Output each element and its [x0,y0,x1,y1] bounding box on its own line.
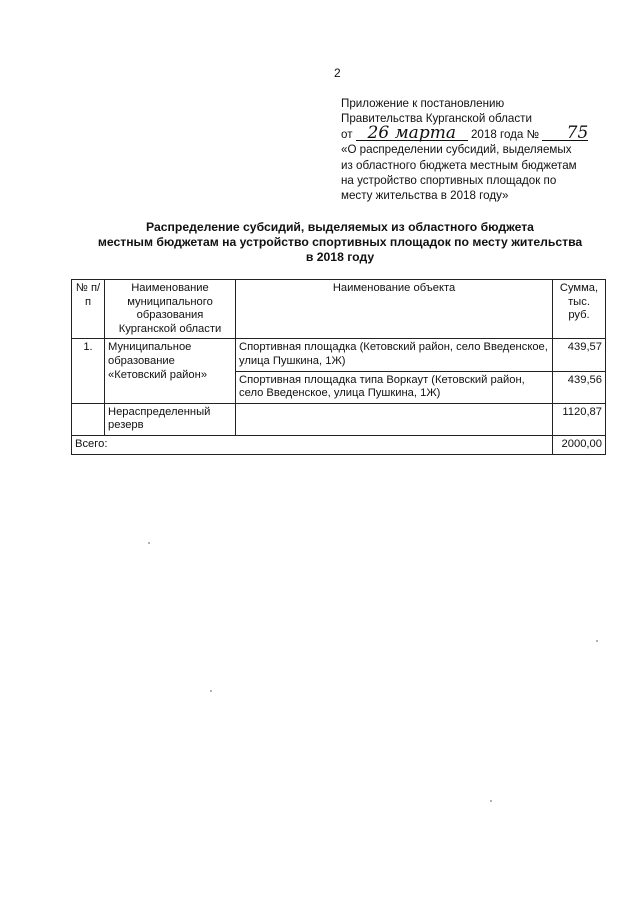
table-row [72,339,606,371]
appendix-line: месту жительства в 2018 году» [341,189,509,203]
header-object: Наименование объекта [236,280,553,339]
scan-speck [148,542,150,544]
scan-speck [210,690,212,692]
title-line: Распределение субсидий, выделяемых из областного бюджета [146,220,534,234]
row-municipality: Нераспределенный резерв [105,403,236,435]
handwritten-number: 75 [542,127,588,141]
table-total-row [72,435,606,454]
appendix-line: Правительства Курганской области [341,112,532,126]
from-label: от [341,127,353,141]
row-object: Спортивная площадка типа Воркаут (Кетовский район, село Введенское, улица Пушкина, 1Ж) [236,371,553,403]
appendix-line: «О распределении субсидий, выделяемых [341,143,572,157]
appendix-date-line [341,122,621,143]
appendix-block [341,96,621,204]
header-num: № п/п [72,280,105,339]
total-label: Всего: [72,435,553,454]
document-title [60,220,620,265]
appendix-line: из областного бюджета местным бюджетам [341,158,577,172]
appendix-line: Приложение к постановлению [341,97,505,110]
row-object [236,403,553,435]
row-object: Спортивная площадка (Кетовский район, село Введенское, улица Пушкина, 1Ж) [236,339,553,371]
table-header-row [72,280,606,339]
header-sum: Сумма, тыс. руб. [553,280,606,339]
header-municipality: Наименование муниципального образования Курганской области [105,280,236,339]
distribution-table [71,279,606,455]
table-row [72,403,606,435]
title-line: местным бюджетам на устройство спортивных площадок по месту жительства [97,235,583,249]
row-num: 1. [72,339,105,403]
row-municipality: Муниципальное образование «Кетовский район» [105,339,236,403]
scan-speck [490,800,492,802]
title-line: в 2018 году [305,250,375,264]
row-sum: 439,56 [553,371,606,403]
scan-speck [596,640,598,642]
appendix-line: на устройство спортивных площадок по [341,174,557,188]
row-sum: 1120,87 [553,403,606,435]
row-sum: 439,57 [553,339,606,371]
row-num [72,403,105,435]
page-number: 2 [334,66,341,80]
year-text: 2018 года № [470,127,540,141]
handwritten-date: 26 марта [356,127,468,141]
total-sum: 2000,00 [553,435,606,454]
